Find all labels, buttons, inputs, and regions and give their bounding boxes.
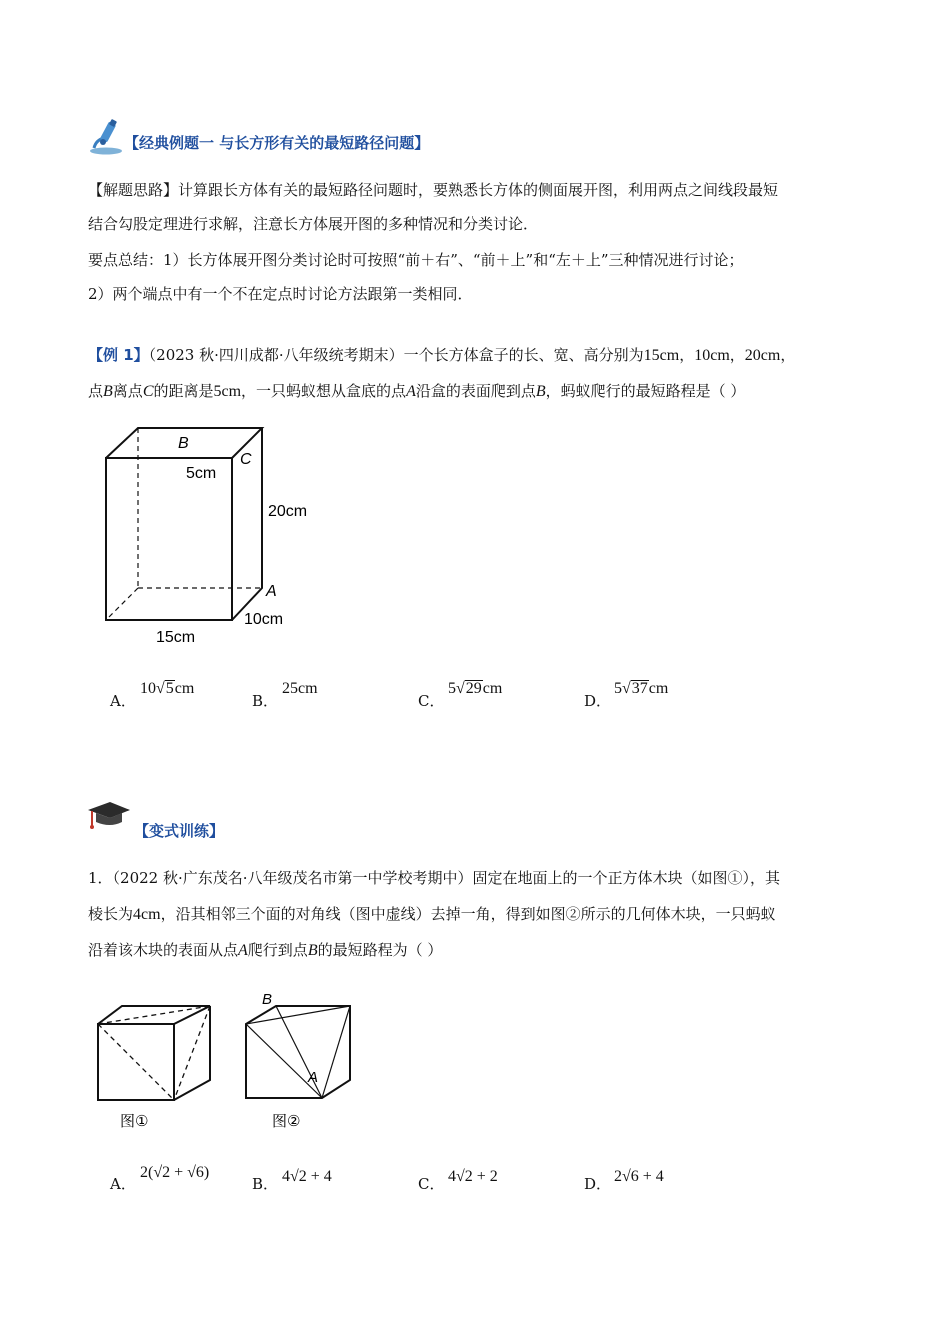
option-d-value: 2√6 + 4 [614,1168,664,1185]
text: 的最短路程为（ ） [317,941,443,959]
label-b: B [178,435,189,452]
unit: cm [174,680,195,697]
cube-figure-2 [240,986,360,1134]
figure-2-label-b: B [262,991,273,1008]
coef: 5 [614,680,622,697]
unit: cm [648,680,669,697]
text: 沿盒的表面爬到点 [415,382,536,400]
radicand: 5 [165,680,174,697]
cuboid-figure [90,418,330,650]
option-c-value: 5√29cm [448,680,503,697]
separator: ， [729,346,745,364]
text: 点 [88,382,104,400]
q1-line-1: 1．（2022 秋·广东茂名·八年级茂名市第一中学校考期中）固定在地面上的一个正方体木块（如图①），其 [88,869,781,887]
text: 爬行到点 [247,941,308,959]
section-title: 【变式训练】 [134,822,225,840]
option-b-value: 4√2 + 4 [282,1168,332,1185]
example-tag: 【例 1】 [88,346,149,364]
distance-bc: 5cm [213,383,242,400]
thinking-line-3: 要点总结：1）长方体展开图分类讨论时可按照“前＋右”、“前＋上”和“左＋上”三种情况进行讨论； [88,251,744,269]
figure-2-label-a: A [308,1069,319,1086]
text: ，一只蚂蚁想从盒底的点 [241,382,407,400]
label-a: A [266,583,277,600]
option-a-value: 2(√2 + √6) [140,1164,210,1181]
point-c: C [142,383,154,400]
option-b[interactable] [252,690,278,711]
option-d-value: 5√37cm [614,680,669,697]
option-c-value: 4√2 + 2 [448,1168,498,1185]
text: ，蚂蚁爬行的最短路程是（ ） [545,382,746,400]
option-letter: B． [252,692,279,710]
radicand: 37 [631,680,648,697]
option-c[interactable] [418,1173,444,1194]
figure-2-caption: 图② [272,1113,301,1130]
text: 的距离是 [153,382,214,400]
point-b: B [535,383,546,400]
option-letter: B． [252,1175,279,1193]
label-20cm: 20cm [268,503,308,520]
section-title: 【经典例题一 与长方形有关的最短路径问题】 [124,134,430,152]
option-a-value: 10√5cm [140,680,195,697]
dim-height: 20cm [744,347,781,364]
point-b: B [103,383,113,400]
coef: 10 [140,680,156,697]
point-b: B [307,942,318,959]
label-10cm: 10cm [244,611,284,628]
option-a[interactable] [110,690,136,711]
option-letter: A． [110,692,136,710]
text: 离点 [112,382,143,400]
option-letter: D． [584,1175,612,1193]
option-letter: C． [418,692,445,710]
separator: ， [679,346,695,364]
option-letter: D． [584,692,612,710]
unit: cm [482,680,503,697]
dim-length: 15cm [643,347,680,364]
figure-1-caption: 图① [120,1113,149,1130]
option-b[interactable] [252,1173,278,1194]
option-a[interactable] [110,1173,136,1194]
thinking-line-1: 【解题思路】计算跟长方体有关的最短路径问题时，要熟悉长方体的侧面展开图，利用两点之间线段最短 [88,181,779,199]
q1-line-2 [88,904,776,925]
label-5cm: 5cm [186,465,217,482]
example1-line-1 [88,345,795,366]
separator: ， [780,346,796,364]
radicand: 29 [465,680,482,697]
text: 棱长为 [88,905,134,923]
text: 沿着该木块的表面从点 [88,941,239,959]
cube-figure-1 [92,1000,222,1134]
text: ，沿其相邻三个面的对角线（图中虚线）去掉一角，得到如图②所示的几何体木块，一只蚂蚁 [160,905,776,923]
option-d[interactable] [584,1173,611,1194]
edge-length: 4cm [133,906,161,923]
hidden-edge [106,588,138,620]
label-15cm: 15cm [156,629,196,646]
option-b-value: 25cm [282,680,318,697]
option-letter: C． [418,1175,445,1193]
thinking-line-4: 2）两个端点中有一个不在定点时讨论方法跟第一类相同． [88,285,473,303]
label-c: C [240,451,252,468]
example1-line-2 [88,381,745,402]
option-letter: A． [110,1175,136,1193]
graduation-cap-icon [86,800,132,836]
option-c[interactable] [418,690,444,711]
q1-line-3 [88,940,442,961]
coef: 5 [448,680,456,697]
point-a: A [238,942,248,959]
example-source: （2023 秋·四川成都·八年级统考期末）一个长方体盒子的长、宽、高分别为 [148,346,644,364]
option-d[interactable] [584,690,611,711]
point-a: A [406,383,416,400]
front-face [106,458,232,620]
thinking-line-2: 结合勾股定理进行求解，注意长方体展开图的多种情况和分类讨论． [88,215,539,233]
microscope-icon [86,118,126,156]
dim-width: 10cm [694,347,730,364]
